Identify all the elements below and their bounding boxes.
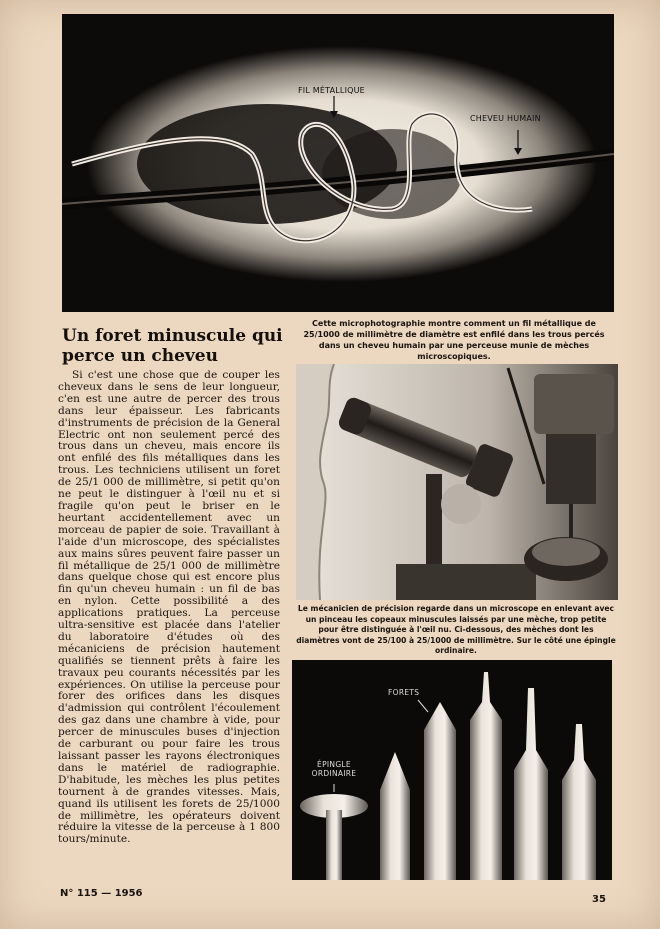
label-pin [306, 760, 362, 778]
label-wire: FIL MÉTALLIQUE [298, 86, 365, 95]
label-pin-line2: ORDINAIRE [311, 769, 357, 778]
photo-drills-and-pin [292, 660, 612, 880]
issue-number: N° 115 — 1956 [60, 888, 143, 899]
top-photo-caption: Cette microphotographie montre comment un fil métallique de 25/1000 de millimètre de diamètre est enfilé dans les trous percés dans un cheveu humain par une perceuse munie de mèches microscopiques. [303, 319, 605, 361]
article-body [58, 370, 280, 878]
article-paragraph: Si c'est une chose que de couper les cheveux dans le sens de leur longueur, c'en est une autre de percer des trous dans leur épaisseur. Les fabricants d'instruments de précision de la General Electric ont non seulement percé des trous dans un cheveu, mais encore ils ont enfilé des fils métalliques dans les trous. Les techniciens utilisent un foret de 25/1 000 de millimètre, si petit qu'on ne peut le distinguer à l'œil nu et si fragile qu'on peut le briser en le heurtant accidentellement avec un morceau de papier de soie. Travaillant à l'aide d'un microscope, des spécialistes aux mains sûres peuvent faire passer un fil métallique de 25/1 000 de millimètre dans quelque chose qui est encore plus fin qu'un cheveu humain : un fil de bas en nylon. Cette possibilité a des applications pratiques. La perceuse ultra-sensitive est placée dans l'atelier du laboratoire d'études où des mécaniciens de précision hautement qualifiés se tiennent prêts à faire les travaux peu courants nécessités par les expériences. On utilise la perceuse pour forer des orifices dans les disques d'admission qui contrôlent l'écoulement des gaz dans une chambre à vide, pour percer de minuscules buses d'injection de carburant ou pour faire les trous laissant passer les rayons électroniques dans le matériel de radiographie. D'habitude, les mèches les plus petites tournent à de grandes vitesses. Mais, quand ils utilisent les forets de 25/1000 de millimètre, les opérateurs doivent réduire la vitesse de la perceuse à 1 800 tours/minute. [58, 370, 280, 846]
photo-machinist-microscope [296, 364, 618, 600]
mid-photo-caption: Le mécanicien de précision regarde dans un microscope en enlevant avec un pinceau les copeaux minuscules laissés par une mèche, trop petite pour être distinguée à l'œil nu. Ci-dessous, des mèches dont les diamètres vont de 25/100 à 25/1000 de millimètre. Sur le côté une épingle ordinaire. [296, 604, 616, 655]
label-hair: CHEVEU HUMAIN [470, 114, 541, 123]
page-number: 35 [592, 894, 606, 905]
label-pin-line1: ÉPINGLE [317, 760, 351, 769]
label-drills: FORETS [388, 688, 420, 697]
article-headline: Un foret minuscule qui perce un cheveu [62, 326, 283, 366]
microphotograph-hair-wire [62, 14, 614, 312]
